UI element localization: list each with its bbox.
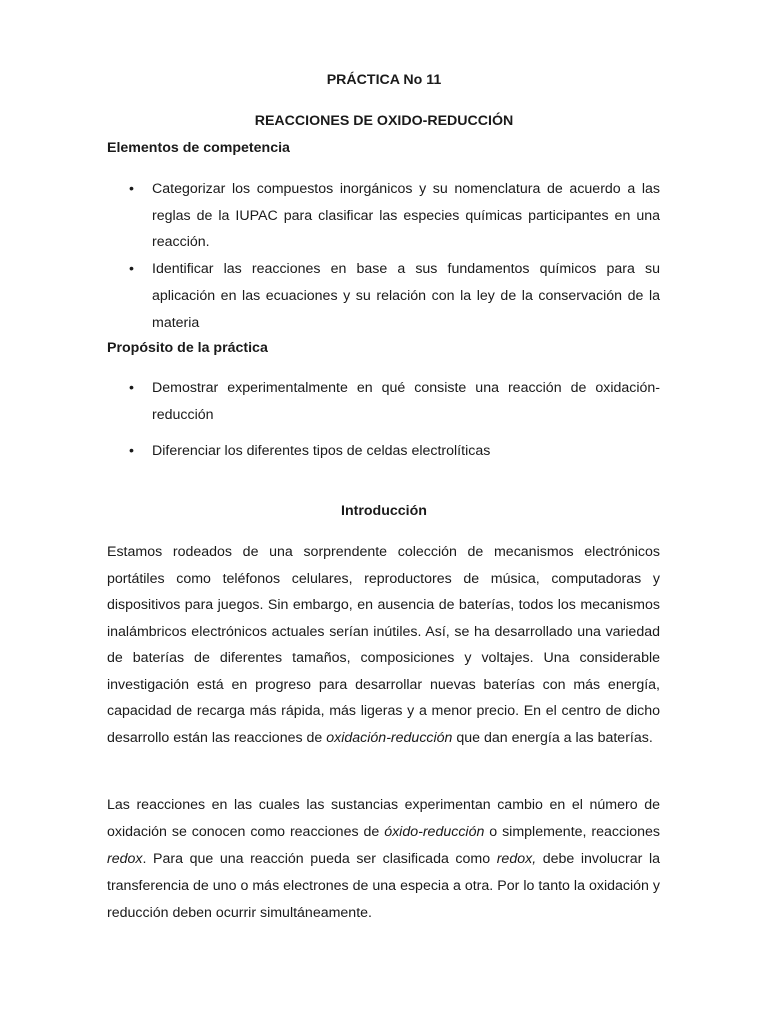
document-subtitle: REACCIONES DE OXIDO-REDUCCIÓN xyxy=(254,113,514,129)
document-title: PRÁCTICA No 11 xyxy=(326,72,442,88)
competencia-item-2: • Identificar las reacciones en base a sus fundamentos químicos para su aplicación en las ecuaciones y su relación con la ley de la conservación de la materia xyxy=(107,256,660,336)
proposito-item-2: • Diferenciar los diferentes tipos de celdas electrolíticas xyxy=(107,438,660,465)
competencia-list xyxy=(107,176,660,336)
proposito-heading: Propósito de la práctica xyxy=(107,340,268,356)
competencia-heading: Elementos de competencia xyxy=(107,140,290,156)
introduccion-heading: Introducción xyxy=(341,503,427,519)
intro-paragraph-2: Las reacciones en las cuales las sustancias experimentan cambio en el número de oxidación se conocen como reacciones de óxido-reducción o simplemente, reacciones redox. Para que una reacción pueda ser clasificada como redox, debe involucrar la transferencia de uno o más electrones de una especia a otra. Por lo tanto la oxidación y reducción deben ocurrir simultáneamente. xyxy=(107,797,660,921)
proposito-list xyxy=(107,375,660,465)
proposito-item-1: • Demostrar experimentalmente en qué consiste una reacción de oxidación-reducción xyxy=(107,375,660,429)
intro-paragraph-1: Estamos rodeados de una sorprendente colección de mecanismos electrónicos portátiles como teléfonos celulares, reproductores de música, computadoras y dispositivos para juegos. Sin embargo, en ausencia de baterías, todos los mecanismos inalámbricos electrónicos actuales serían inútiles. Así, se ha desarrollado una variedad de baterías de diferentes tamaños, composiciones y voltajes. Una considerable investigación está en progreso para desarrollar nuevas baterías con más energía, capacidad de recarga más rápida, más ligeras y a menor precio. En el centro de dicho desarrollo están las reacciones de oxidación-reducción que dan energía a las baterías. xyxy=(107,544,660,746)
competencia-item-1: • Categorizar los compuestos inorgánicos y su nomenclatura de acuerdo a las reglas de la IUPAC para clasificar las especies químicas participantes en una reacción. xyxy=(107,176,660,256)
